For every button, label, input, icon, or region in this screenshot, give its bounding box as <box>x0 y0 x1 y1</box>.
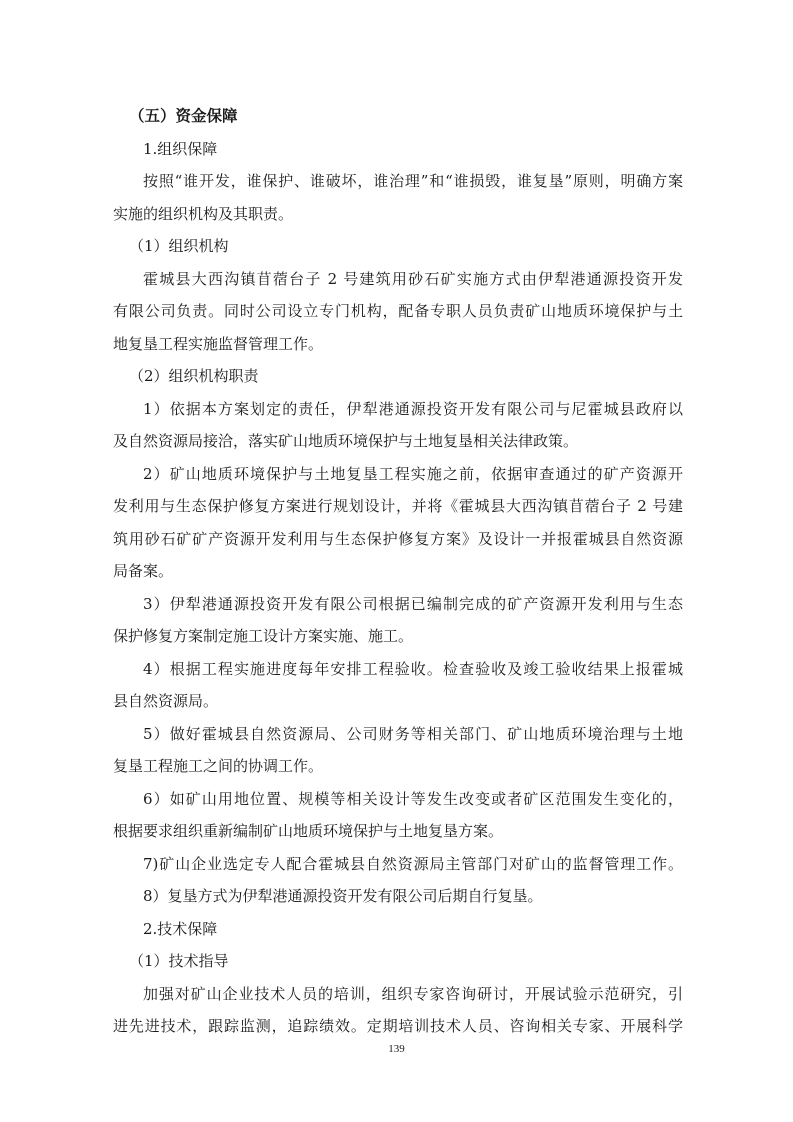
document-body <box>113 100 683 1043</box>
paragraph-line: 1）依据本方案划定的责任，伊犁港通源投资开发有限公司与尼霍城县政府以 <box>143 399 683 418</box>
subsection-title: 1.组织保障 <box>143 139 218 158</box>
paragraph-line: 县自然资源局。 <box>113 692 219 710</box>
paragraph-line: 进先进技术，跟踪监测，追踪绩效。定期培训技术人员、咨询相关专家、开展科学 <box>113 1017 683 1035</box>
paragraph-line: 地复垦工程实施监督管理工作。 <box>113 334 324 353</box>
section-heading: （五）资金保障 <box>129 107 238 125</box>
paragraph-line: 2）矿山地质环境保护与土地复垦工程实施之前，依据审查通过的矿产资源开 <box>143 464 683 483</box>
paragraph-line: 筑用砂石矿矿产资源开发利用与生态保护修复方案》及设计一并报霍城县自然资源 <box>113 529 683 548</box>
paragraph-line: 发利用与生态保护修复方案进行规划设计，并将《霍城县大西沟镇苜蓿台子 2 号建 <box>113 497 683 515</box>
paragraph-line: 6）如矿山用地位置、规模等相关设计等发生改变或者矿区范围发生变化的， <box>143 789 683 808</box>
paragraph-line: 有限公司负责。同时公司设立专门机构，配备专职人员负责矿山地质环境保护与土 <box>113 302 683 320</box>
paragraph-line: 霍城县大西沟镇苜蓿台子 2 号建筑用砂石矿实施方式由伊犁港通源投资开发 <box>143 269 683 288</box>
paragraph-line: 保护修复方案制定施工设计方案实施、施工。 <box>113 627 414 645</box>
paragraph-line: 3）伊犁港通源投资开发有限公司根据已编制完成的矿产资源开发利用与生态 <box>143 594 683 613</box>
paragraph-line: 根据要求组织重新编制矿山地质环境保护与土地复垦方案。 <box>113 822 504 840</box>
paragraph-line: 8）复垦方式为伊犁港通源投资开发有限公司后期自行复垦。 <box>143 887 543 905</box>
paragraph-line: 实施的组织机构及其职责。 <box>113 204 294 223</box>
paragraph-line: 4）根据工程实施进度每年安排工程验收。检查验收及竣工验收结果上报霍城 <box>143 659 683 678</box>
paragraph-line: 及自然资源局接洽，落实矿山地质环境保护与土地复垦相关法律政策。 <box>113 432 579 450</box>
item-title: （2）组织机构职责 <box>129 367 259 385</box>
paragraph-line: 局备案。 <box>113 562 174 580</box>
subsection-title: 2.技术保障 <box>143 919 218 938</box>
paragraph-line: 5）做好霍城县自然资源局、公司财务等相关部门、矿山地质环境治理与土地 <box>143 724 683 743</box>
item-title: （1）组织机构 <box>129 237 229 255</box>
paragraph-line: 加强对矿山企业技术人员的培训，组织专家咨询研讨，开展试验示范研究，引 <box>143 984 683 1003</box>
paragraph-line: 复垦工程施工之间的协调工作。 <box>113 757 324 775</box>
item-title: （1）技术指导 <box>129 952 229 970</box>
page-number: 139 <box>388 1043 405 1055</box>
paragraph-line: 7)矿山企业选定专人配合霍城县自然资源局主管部门对矿山的监督管理工作。 <box>143 854 683 873</box>
paragraph-line: 按照“谁开发，谁保护、谁破坏，谁治理”和“谁损毁，谁复垦”原则，明确方案 <box>143 172 683 190</box>
